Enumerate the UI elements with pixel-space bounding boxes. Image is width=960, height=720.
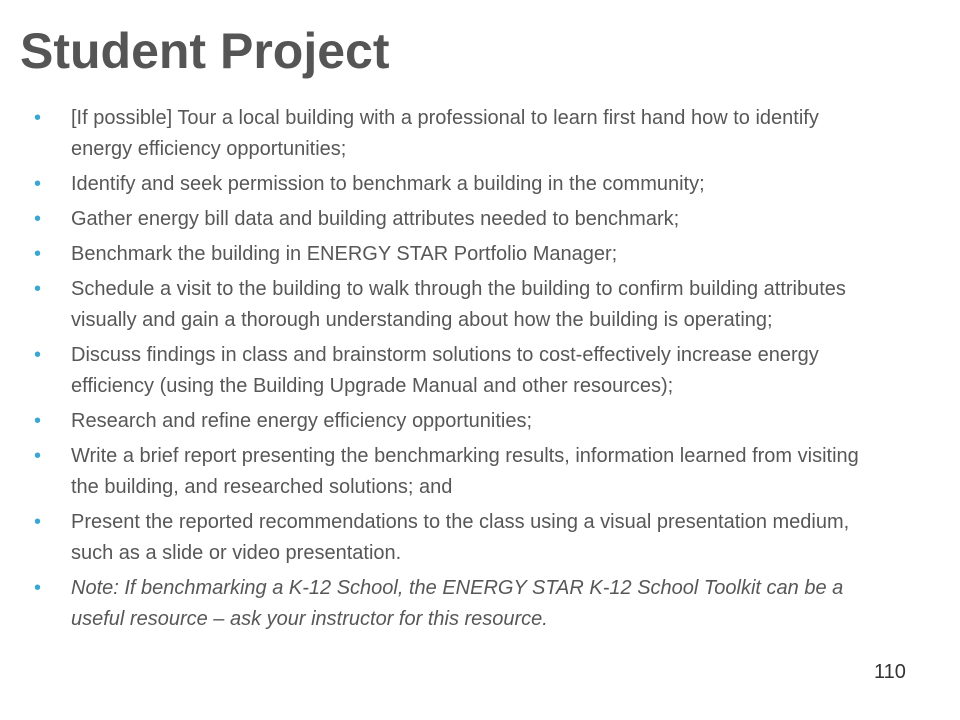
list-item-text: Write a brief report presenting the benchmarking results, information learned from visiting the building, and researched solutions; and bbox=[71, 445, 859, 498]
list-item-text: Schedule a visit to the building to walk through the building to confirm building attributes visually and gain a thorough understanding about how the building is operating; bbox=[71, 278, 846, 331]
bullet-marker: • bbox=[34, 344, 42, 366]
list-item-text: Present the reported recommendations to the class using a visual presentation medium, such as a slide or video presentation. bbox=[71, 511, 850, 564]
list-item-text: Discuss findings in class and brainstorm solutions to cost-effectively increase energy efficiency (using the Building Upgrade Manual and other resources); bbox=[71, 344, 819, 397]
note-text: Note: If benchmarking a K-12 School, the ENERGY STAR K-12 School Toolkit can be a useful resource – ask your instructor for this resource. bbox=[71, 577, 844, 630]
list-item bbox=[34, 103, 879, 165]
bullet-marker: • bbox=[34, 208, 42, 230]
list-item bbox=[34, 507, 879, 569]
bullet-marker: • bbox=[34, 511, 42, 533]
list-item bbox=[34, 169, 879, 200]
list-item bbox=[34, 204, 879, 235]
list-item-text: Identify and seek permission to benchmark a building in the community; bbox=[71, 173, 705, 195]
list-item bbox=[34, 441, 879, 503]
slide-title: Student Project bbox=[20, 23, 390, 79]
bullet-marker: • bbox=[34, 243, 42, 265]
bullet-marker: • bbox=[34, 445, 42, 467]
bullet-marker: • bbox=[34, 107, 42, 129]
list-item bbox=[34, 239, 879, 270]
bullet-marker: • bbox=[34, 410, 42, 432]
bullet-marker: • bbox=[34, 278, 42, 300]
list-item bbox=[34, 406, 879, 437]
list-item bbox=[34, 274, 879, 336]
bullet-list bbox=[34, 103, 879, 639]
bullet-marker: • bbox=[34, 173, 42, 195]
note-item bbox=[34, 573, 879, 635]
list-item bbox=[34, 340, 879, 402]
page-number: 110 bbox=[874, 661, 906, 683]
list-item-text: Research and refine energy efficiency opportunities; bbox=[71, 410, 533, 432]
list-item-text: [If possible] Tour a local building with a professional to learn first hand how to identify energy efficiency opportunities; bbox=[71, 107, 819, 160]
list-item-text: Benchmark the building in ENERGY STAR Portfolio Manager; bbox=[71, 243, 618, 265]
list-item-text: Gather energy bill data and building attributes needed to benchmark; bbox=[71, 208, 680, 230]
bullet-marker: • bbox=[34, 577, 42, 599]
